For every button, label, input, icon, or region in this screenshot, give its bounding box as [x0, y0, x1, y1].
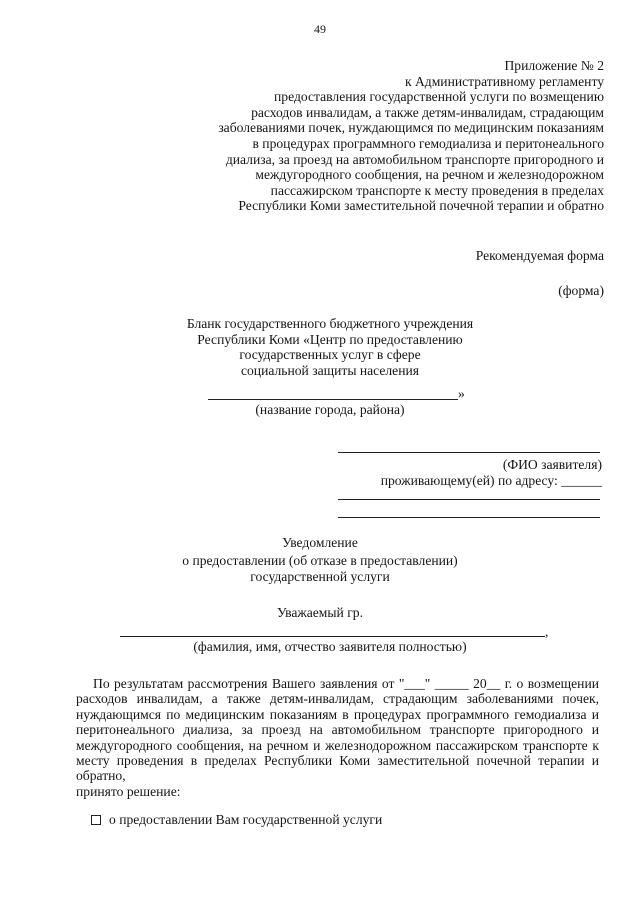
address-line: [338, 499, 600, 500]
body-paragraph: По результатам рассмотрения Вашего заявления от "___" _____ 20__ г. о возмещении расходов инвалидам, а также детям-инвалидам, страдающим заболеваниями почек, нуждающимся по медицинским показаниям в процедурах программного гемодиализа и перитонеального диализа, за проезд на автомобильном транспорте пригородного и междугородного сообщения, на речном и железнодорожном пассажирском транспорте к месту проведения в пределах Республики Коми заместительной почечной терапии и обратно,: [76, 676, 599, 784]
recipient-name-line: [120, 636, 545, 637]
applicant-name-line: [338, 452, 600, 453]
appendix-line: заболеваниями почек, нуждающимся по медицинским показаниям: [218, 120, 604, 136]
notice-subtitle: о предоставлении (об отказе в предоставлении): [182, 553, 458, 568]
institution-line: Бланк государственного бюджетного учреждения: [186, 316, 474, 331]
option-label: о предоставлении Вам государственной услуги: [109, 812, 383, 827]
appendix-line: Приложение № 2: [504, 58, 604, 73]
quote-close: »: [458, 386, 465, 401]
city-underline: [208, 399, 458, 400]
appendix-line: к Административному регламенту: [404, 73, 604, 89]
city-caption: (название города, района): [255, 402, 405, 417]
appendix-line: диализа, за проезд на автомобильном транспорте пригородного и: [225, 151, 604, 167]
name-caption: (фамилия, имя, отчество заявителя полностью): [193, 639, 467, 654]
notice-title: Уведомление: [282, 535, 358, 550]
applicant-address-label: проживающему(ей) по адресу: ______: [380, 473, 602, 488]
institution-line: государственных услуг в сфере: [239, 347, 421, 363]
greeting-comma: ,: [545, 624, 549, 639]
appendix-line: пассажирском транспорте к месту проведения в пределах: [270, 182, 604, 198]
institution-line: социальной защиты населения: [240, 362, 420, 378]
decision-option-grant: [91, 812, 382, 828]
appendix-line: междугородного сообщения, на речном и железнодорожном: [255, 167, 604, 183]
appendix-line: Республики Коми заместительной почечной терапии и обратно: [238, 198, 604, 214]
recommended-form-label: Рекомендуемая форма: [475, 248, 604, 263]
page-number: 49: [314, 22, 326, 36]
institution-line: Республики Коми «Центр по предоставлению: [197, 331, 463, 347]
appendix-line: в процедурах программного гемодиализа и перитонеального: [252, 135, 604, 151]
checkbox-icon: [91, 815, 101, 825]
form-label: (форма): [558, 283, 604, 298]
address-line: [338, 517, 600, 518]
appendix-line: расходов инвалидам, а также детям-инвалидам, страдающим: [251, 104, 604, 120]
applicant-fio-caption: (ФИО заявителя): [502, 457, 602, 472]
institution-block: [140, 316, 520, 378]
decision-label: принято решение:: [76, 783, 181, 799]
notice-body: [76, 676, 599, 799]
greeting: Уважаемый гр.: [276, 605, 363, 620]
appendix-header: [144, 58, 604, 214]
appendix-line: предоставления государственной услуги по возмещению: [274, 89, 604, 105]
notice-subtitle: государственной услуги: [250, 569, 390, 584]
